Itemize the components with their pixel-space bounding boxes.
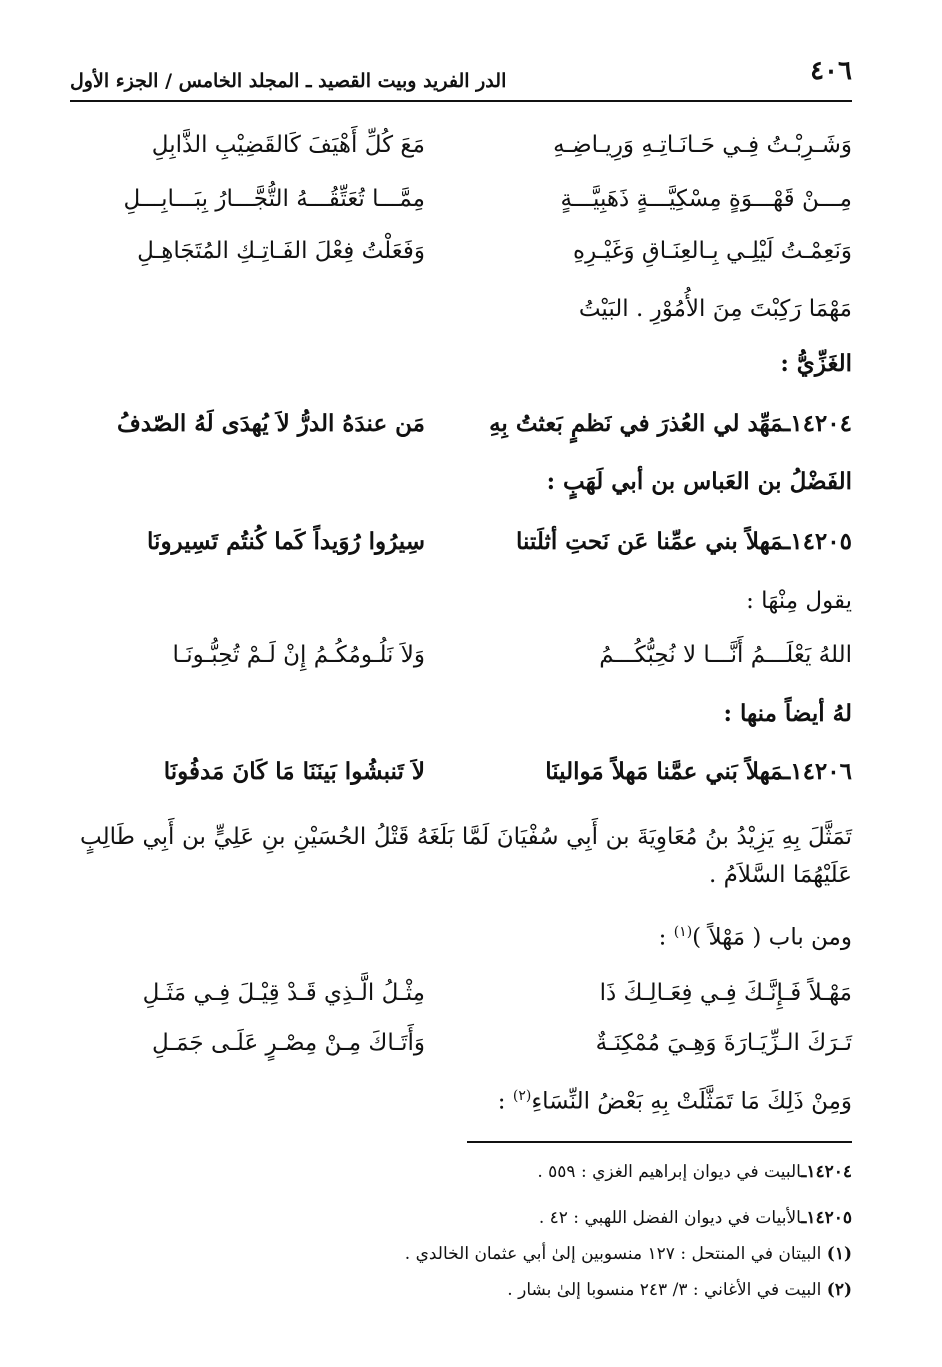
verse-second-hemistich: مَن عندَهُ الدرُّ لاَ يُهدَى لَهُ الصّدفُ — [116, 410, 425, 437]
heading-ayda: لهُ أيضاً منها : — [723, 700, 852, 727]
verse-first-hemistich — [502, 528, 852, 555]
verse-second-hemistich: وَلاَ نَلُـومُكُـمُ إِنْ لَـمْ تُحِبُّـونَـا — [172, 642, 425, 668]
verse-first-hemistich: اللهُ يَعْلَـــمُ أَنَّـــا لا نُحِبُّكُـــمُ — [599, 642, 852, 668]
verse-first-hemistich — [489, 410, 852, 437]
min-dhalik-tail: : — [497, 1088, 513, 1115]
verse-first-hemistich: وَشَـرِبْـتُ فِـي حَـانَـاتِـهِ وَرِيـاضِـهِ — [553, 132, 852, 158]
verse-first-hemistich: مَهْـلاً فَـإِنَّـكَ فِـي فِعَـالِـكَ ذَا — [599, 980, 852, 1006]
verse-second-hemistich: مَعَ كُلِّ أَهْيَفَ كَالقَضِيْبِ الذَّابِلِ — [151, 132, 425, 158]
footnote — [80, 1244, 852, 1264]
prose-tamaththala: تَمَثَّلَ بِهِ يَزِيْدُ بنُ مُعَاوِيَةَ بن أَبِي سُفْيَانَ لَمَّا بَلَغَهُ قَتْلُ الحُسَيْنِ بنِ عَلِيٍّ بن أَبِي طَالِبٍ عَلَيْهُمَا السَّلاَمُ . — [80, 824, 852, 888]
prose-line-min-dhalik — [80, 1088, 852, 1115]
running-title: الدر الفريد وبيت القصيد ـ المجلد الخامس / الجزء الأول — [70, 70, 507, 92]
min-dhalik-text: وَمِنْ ذَلِكَ مَا تَمَثَّلَتْ بِهِ بَعْضُ النِّسَاءِ — [531, 1088, 852, 1115]
verse-second-hemistich: لاَ تَنبشُوا بَينَنَا مَا كَانَ مَدفُونَا — [163, 758, 425, 785]
footnote — [80, 1280, 852, 1300]
verse-second-hemistich: وَأَتَـاكَ مِـنْ مِصْـرٍ عَلَـى جَمَـلِ — [151, 1030, 425, 1056]
footnote-text: البيتان في المنتحل : ١٢٧ منسوبين إلىٰ أبي عثمان الخالدي . — [404, 1244, 822, 1264]
page-number: ٤٠٦ — [810, 56, 852, 86]
footnote-text: البيت في الأغاني : ٣/ ٢٤٣ منسوبا إلىٰ بشار . — [507, 1280, 822, 1300]
hemistich-text: مَهِّد لي العُذرَ في نَظمٍ بَعثتُ بِهِ — [489, 410, 784, 437]
footnote-number: ١٤٢٠٥ـ — [801, 1208, 852, 1228]
verse-second-hemistich: مِمَّـــا تُعَتِّقُـــهُ التُّجَّـــارُ بِبَـــابِـــلِ — [123, 186, 425, 212]
bab-text: ومن باب ( مَهْلاً ) — [692, 924, 852, 951]
footnote — [80, 1162, 852, 1182]
verse-first-hemistich: تَـرَكَ الـزِّيَـارَةَ وَهِـيَ مُمْكِنَـةٌ — [595, 1030, 852, 1056]
prose-line-bab — [80, 924, 852, 951]
verse-first-hemistich: وَنَعِمْـتُ لَيْلِـي بِـالعِنَـاقِ وَغَيْـرِهِ — [573, 238, 852, 264]
footnote-rule — [467, 1141, 852, 1143]
poet-heading-ghazzi: الغَزِّيُّ : — [780, 350, 852, 377]
verse-number: ١٤٢٠٦ـ — [783, 758, 852, 785]
prose-line-yaqul: يقول مِنْهَا : — [746, 588, 852, 614]
verse-first-hemistich — [502, 758, 852, 785]
footnote-number: (١) — [826, 1244, 852, 1264]
verse-second-hemistich: سِيرُوا رُوَيداً كَما كُنتُم تَسِيرونَا — [147, 528, 425, 555]
hemistich-text: مَهلاً بَني عمَّنا مَهلاً مَوالينَا — [545, 758, 784, 785]
footnote — [80, 1208, 852, 1228]
footnote-text: البيت في ديوان إبراهيم الغزي : ٥٥٩ . — [537, 1162, 802, 1182]
poet-heading-fadl: الفَضْلُ بن العَباس بن أبي لَهَبٍ : — [546, 468, 852, 495]
verse-first-hemistich: مِـــنْ قَهْـــوَةٍ مِسْكِيَّـــةٍ ذَهَبِيَّـــةٍ — [560, 186, 852, 212]
footnote-text: الأبيات في ديوان الفضل اللهبي : ٤٢ . — [538, 1208, 802, 1228]
verse-second-hemistich: مِثْـلُ الَّـذِي قَـدْ قِيْـلَ فِـي مَثَـلِ — [142, 980, 425, 1006]
verse-number: ١٤٢٠٥ـ — [783, 528, 852, 555]
verse-number: ١٤٢٠٤ـ — [783, 410, 852, 437]
footnote-number: ١٤٢٠٤ـ — [801, 1162, 852, 1182]
page-header — [70, 52, 852, 100]
footnote-ref: (١) — [673, 924, 693, 940]
prose-line-mahma: مَهْمَا رَكِبْتَ مِنَ الأُمُوْرِ . البَيْتُ — [578, 296, 852, 322]
bab-tail: : — [658, 924, 674, 951]
verse-second-hemistich: وَفَعَلْتُ فِعْلَ الفَـاتِـكِ المُتَجَاهِـلِ — [137, 238, 425, 264]
header-rule — [70, 100, 852, 102]
footnote-number: (٢) — [826, 1280, 852, 1300]
hemistich-text: مَهلاً بني عمِّنا عَن نَحتِ أثلَتنا — [515, 528, 784, 555]
footnote-ref: (٢) — [512, 1088, 532, 1104]
